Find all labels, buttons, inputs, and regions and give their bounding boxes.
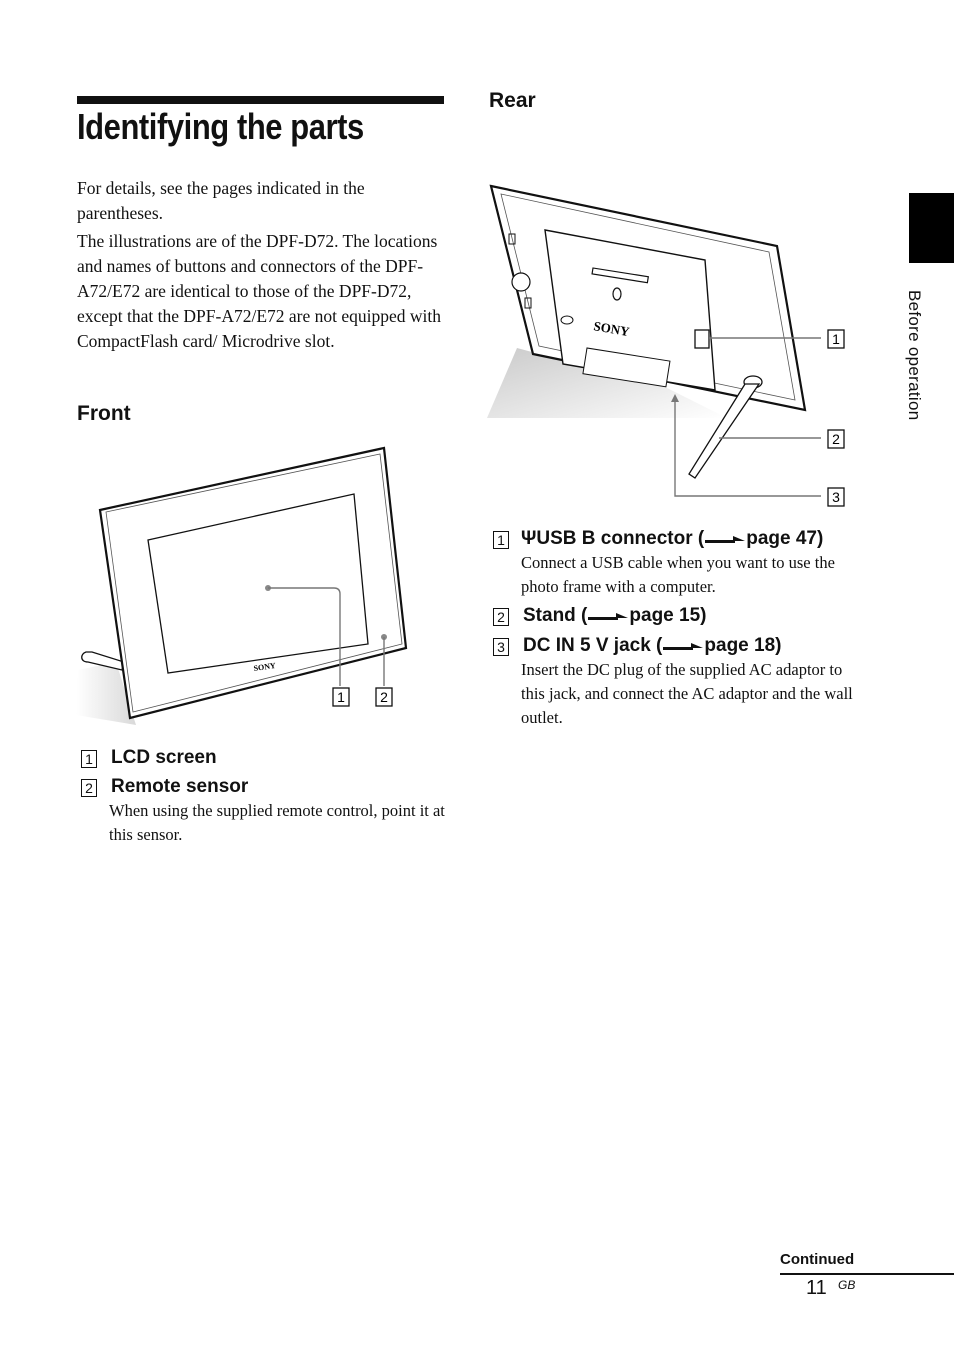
rear-item-1-desc: Connect a USB cable when you want to use the photo frame with a computer. bbox=[521, 553, 835, 596]
rear-item-3-desc: Insert the DC plug of the supplied AC adaptor to this jack, and connect the AC adaptor and the wall outlet. bbox=[521, 660, 853, 727]
usb-icon: Ψ bbox=[521, 528, 537, 549]
rear-callout-2: 2 bbox=[832, 431, 840, 447]
rear-logo: SONY bbox=[592, 318, 631, 340]
intro-paragraph-2: The illustrations are of the DPF-D72. The locations and names of buttons and connectors of the DPF-A72/E72 are identical to those of the DPF-D72, except that the DPF-A72/E72 are not equipped with CompactFlash card/ Microdrive slot. bbox=[77, 231, 442, 351]
title-rule bbox=[77, 96, 444, 104]
front-item-1-title: LCD screen bbox=[111, 747, 217, 768]
footer-rule bbox=[780, 1273, 954, 1275]
front-heading: Front bbox=[77, 402, 131, 425]
front-callout-1: 1 bbox=[337, 689, 345, 705]
front-illustration bbox=[76, 440, 416, 730]
rear-item-1-number: 1 bbox=[493, 531, 509, 549]
rear-item-2-title: Stand ( bbox=[523, 605, 588, 626]
intro-text bbox=[77, 176, 449, 357]
front-logo: SONY bbox=[253, 660, 277, 673]
front-item-1 bbox=[81, 746, 451, 770]
rear-item-2-number: 2 bbox=[493, 608, 509, 626]
rear-heading: Rear bbox=[489, 89, 536, 112]
rear-item-2-page: page 15) bbox=[629, 605, 707, 626]
rear-item-1-title: USB B connector ( bbox=[536, 528, 705, 549]
arrow-icon bbox=[663, 640, 703, 652]
side-dial bbox=[512, 273, 530, 291]
rear-callout-3: 3 bbox=[832, 489, 840, 505]
section-tab-marker bbox=[909, 193, 954, 263]
intro-paragraph-1: For details, see the pages indicated in the parentheses. bbox=[77, 178, 365, 223]
front-callout-2: 2 bbox=[380, 689, 388, 705]
rear-callout-1: 1 bbox=[832, 331, 840, 347]
rear-item-3 bbox=[493, 634, 863, 658]
page-number: 11 bbox=[806, 1277, 827, 1299]
front-item-2 bbox=[81, 775, 451, 799]
front-item-2-title: Remote sensor bbox=[111, 776, 249, 797]
rear-item-3-title: DC IN 5 V jack ( bbox=[523, 635, 663, 656]
rear-item-2 bbox=[493, 604, 863, 628]
section-tab-label bbox=[904, 290, 928, 450]
rear-item-1-page: page 47) bbox=[746, 528, 824, 549]
continued-label: Continued bbox=[780, 1251, 855, 1268]
rear-stand bbox=[689, 384, 759, 478]
usb-port bbox=[695, 330, 709, 348]
arrow-icon bbox=[705, 533, 745, 545]
page-language-code: GB bbox=[838, 1278, 856, 1292]
rear-item-1 bbox=[493, 527, 863, 551]
rear-item-3-page: page 18) bbox=[704, 635, 782, 656]
front-item-1-number: 1 bbox=[81, 750, 97, 768]
front-item-2-number: 2 bbox=[81, 779, 97, 797]
page-title: Identifying the parts bbox=[77, 106, 364, 147]
arrow-icon bbox=[588, 610, 628, 622]
rear-item-3-number: 3 bbox=[493, 638, 509, 656]
rear-illustration bbox=[487, 178, 857, 508]
front-item-2-desc: When using the supplied remote control, point it at this sensor. bbox=[109, 801, 445, 844]
section-tab-text: Before operation bbox=[905, 290, 924, 421]
